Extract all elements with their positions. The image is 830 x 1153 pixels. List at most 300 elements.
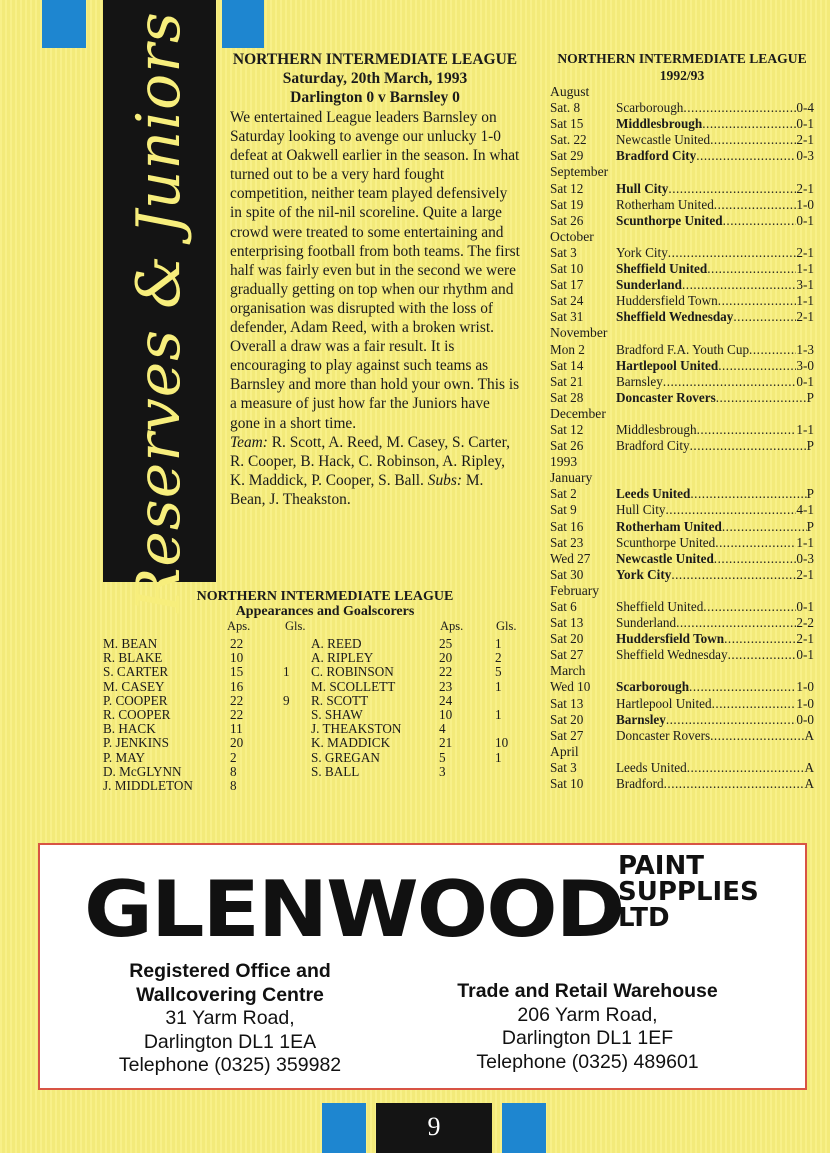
fixture-row	[550, 599, 814, 615]
fixture-detail	[616, 374, 814, 390]
fixture-opponent: Doncaster Rovers	[616, 389, 716, 405]
warehouse-phone: Telephone (0325) 489601	[476, 1050, 699, 1073]
office-phone: Telephone (0325) 359982	[118, 1054, 342, 1076]
fixtures-list	[550, 84, 814, 792]
gls-header-left: Gls.	[285, 619, 306, 633]
gls-header-right: Gls.	[496, 619, 517, 633]
fixture-detail	[616, 615, 814, 631]
player-name: C. ROBINSON	[311, 664, 394, 680]
fixture-date: Sat 26	[550, 438, 584, 454]
fixture-result: 0-1	[796, 116, 814, 132]
fixture-detail	[616, 696, 814, 712]
player-name: P. JENKINS	[103, 735, 169, 751]
fixture-result: 1-3	[796, 341, 814, 357]
fixture-leader	[671, 567, 796, 583]
section-banner	[103, 0, 216, 613]
fixture-leader	[676, 615, 796, 631]
fixture-opponent: Hartlepool United	[616, 357, 719, 373]
fixture-row	[550, 309, 814, 325]
fixture-date: Sat 13	[550, 615, 584, 631]
tagline-paint: PAINT	[618, 851, 704, 881]
fixture-row	[550, 342, 814, 358]
player-apps: 4	[439, 721, 446, 737]
player-row	[103, 722, 290, 736]
fixture-month: October	[550, 228, 594, 244]
fixture-detail	[616, 535, 814, 551]
fixture-result: 2-2	[796, 615, 814, 631]
report-team-line	[230, 433, 520, 509]
fixture-opponent: Sunderland	[616, 615, 677, 631]
fixture-date: Sat 12	[550, 180, 584, 196]
fixture-row	[550, 422, 814, 438]
fixture-result: 2-1	[796, 309, 814, 325]
report-result: Darlington 0 v Barnsley 0	[290, 89, 460, 106]
fixture-opponent: Bradford City	[616, 438, 690, 454]
top-mid-blue-block	[222, 0, 264, 48]
player-row	[103, 651, 290, 665]
fixture-result: P	[806, 438, 814, 454]
fixture-detail	[616, 342, 814, 358]
player-apps: 22	[439, 664, 453, 680]
fixture-result: 0-4	[796, 100, 814, 116]
player-apps: 11	[230, 721, 243, 737]
fixture-detail	[616, 181, 814, 197]
fixture-opponent: Scarborough	[616, 679, 690, 695]
player-row	[103, 736, 290, 750]
fixture-detail	[616, 148, 814, 164]
fixture-date: Mon 2	[550, 341, 585, 357]
fixture-opponent: Bradford F.A. Youth Cup	[616, 341, 750, 357]
fixture-detail	[616, 631, 814, 647]
fixture-date: Sat 29	[550, 148, 584, 164]
fixture-date: Sat 9	[550, 502, 577, 518]
fixture-leader	[724, 631, 796, 647]
fixture-opponent: Rotherham United	[616, 196, 714, 212]
player-row	[311, 680, 508, 694]
fixture-detail	[616, 197, 814, 213]
fixture-detail	[616, 438, 814, 454]
office-line-3: 31 Yarm Road,	[165, 1007, 295, 1029]
fixture-detail	[616, 213, 814, 229]
fixture-detail	[616, 358, 814, 374]
bottom-right-blue-block	[502, 1103, 546, 1153]
fixture-leader	[703, 599, 796, 615]
fixture-opponent: Scarborough	[616, 100, 684, 116]
player-name: A. REED	[311, 636, 362, 651]
player-row	[311, 694, 508, 708]
fixture-leader	[664, 776, 805, 792]
bottom-left-blue-block	[322, 1103, 366, 1153]
fixture-row	[550, 776, 814, 792]
fixture-leader	[707, 261, 796, 277]
fixture-month: February	[550, 582, 600, 598]
player-apps: 25	[439, 636, 453, 651]
fixture-result: P	[806, 486, 814, 502]
glenwood-logo: GLENWOOD	[84, 864, 624, 955]
player-row	[311, 765, 508, 779]
fixture-opponent: Sheffield Wednesday	[616, 309, 734, 325]
player-apps: 21	[439, 735, 453, 751]
fixture-leader	[723, 213, 797, 229]
fixture-detail	[616, 486, 814, 502]
player-name: D. McGLYNN	[103, 763, 182, 779]
player-apps: 8	[230, 778, 237, 794]
apps-left-column	[103, 637, 290, 793]
fixtures-season: 1992/93	[659, 68, 705, 83]
fixture-result: 1-1	[796, 293, 814, 309]
warehouse-line-1: Trade and Retail Warehouse	[457, 980, 718, 1002]
fixture-leader	[718, 358, 796, 374]
player-apps: 16	[230, 678, 244, 694]
fixture-row	[550, 760, 814, 776]
fixture-date: Sat 13	[550, 695, 584, 711]
fixture-date: Sat 10	[550, 776, 584, 792]
player-name: M. SCOLLETT	[311, 678, 396, 694]
fixtures-panel	[550, 50, 814, 792]
player-apps: 24	[439, 692, 453, 708]
player-row	[311, 665, 508, 679]
fixture-detail	[616, 728, 814, 744]
fixture-date: Sat 30	[550, 566, 584, 582]
fixture-detail	[616, 245, 814, 261]
player-row	[103, 765, 290, 779]
fixture-leader	[663, 374, 797, 390]
office-line-4: Darlington DL1 1EA	[143, 1030, 317, 1053]
fixture-row	[550, 390, 814, 406]
fixture-result: 0-3	[796, 550, 814, 566]
fixture-result: 4-1	[796, 502, 814, 518]
fixture-detail	[616, 776, 814, 792]
fixture-row	[550, 567, 814, 583]
fixture-date: Sat 31	[550, 309, 584, 325]
fixture-row	[550, 647, 814, 663]
apps-right-column	[311, 637, 508, 779]
tagline-ltd: LTD	[618, 903, 670, 933]
fixture-detail	[616, 712, 814, 728]
warehouse-line-2: 206 Yarm Road,	[517, 1003, 658, 1026]
fixture-opponent: Hull City	[616, 180, 669, 196]
fixture-detail	[616, 309, 814, 325]
fixture-opponent: Bradford City	[616, 148, 697, 164]
fixture-row	[550, 551, 814, 567]
fixture-opponent: Sunderland	[616, 277, 682, 293]
fixture-row	[550, 728, 814, 744]
apps-league-heading: NORTHERN INTERMEDIATE LEAGUE	[196, 589, 454, 604]
fixture-result: 0-1	[796, 599, 814, 614]
fixture-date: Sat 3	[550, 759, 577, 775]
fixture-leader	[728, 647, 797, 663]
fixture-date: Sat 20	[550, 711, 584, 727]
player-row	[311, 637, 508, 651]
fixture-opponent: Middlesbrough	[616, 421, 697, 437]
player-goals: 1	[495, 678, 502, 694]
fixture-row	[550, 197, 814, 213]
player-name: R. COOPER	[103, 707, 171, 723]
match-report	[230, 50, 520, 509]
fixture-date: Sat 2	[550, 486, 577, 502]
fixture-detail	[616, 760, 814, 776]
fixture-opponent: Sheffield United	[616, 599, 704, 614]
fixture-detail	[616, 261, 814, 277]
apps-header-left: Aps.	[227, 619, 251, 633]
fixture-result: 2-1	[796, 132, 814, 148]
player-apps: 20	[439, 650, 453, 666]
fixture-leader	[668, 181, 796, 197]
fixture-date: Sat 6	[550, 599, 577, 614]
player-name: S. CARTER	[103, 664, 169, 680]
fixture-opponent: Sheffield United	[616, 261, 708, 277]
fixture-detail	[616, 519, 814, 535]
fixture-result: 2-1	[796, 180, 814, 196]
player-goals: 10	[495, 735, 509, 751]
fixture-detail	[616, 116, 814, 132]
fixture-detail	[616, 599, 814, 615]
fixture-row	[550, 358, 814, 374]
team-list: R. Scott, A. Reed, M. Casey, S. Carter, R. Cooper, B. Hack, C. Robinson, A. Ripley, K. Maddick, P. Cooper, S. Ball.	[230, 433, 510, 489]
office-line-1: Registered Office and	[129, 960, 331, 982]
fixture-detail	[616, 679, 814, 695]
player-row	[103, 751, 290, 765]
fixture-row	[550, 293, 814, 309]
player-goals: 5	[495, 664, 502, 680]
fixture-opponent: Leeds United	[616, 486, 691, 502]
appearances-table	[100, 589, 530, 799]
subs-list: M. Bean, J. Theakston.	[230, 471, 484, 508]
player-name: S. SHAW	[311, 707, 363, 723]
fixture-opponent: Barnsley	[616, 711, 666, 727]
player-goals: 9	[283, 692, 290, 708]
fixture-leader	[712, 696, 797, 712]
fixture-result: 2-1	[796, 244, 814, 260]
fixture-date: Sat 21	[550, 373, 584, 389]
fixture-row	[550, 696, 814, 712]
fixture-row	[550, 277, 814, 293]
player-name: M. BEAN	[103, 636, 158, 651]
player-apps: 15	[230, 664, 244, 680]
apps-header-right: Aps.	[440, 619, 464, 633]
warehouse-address	[440, 980, 735, 1074]
fixture-row	[550, 615, 814, 631]
fixture-date: Sat 20	[550, 631, 584, 647]
fixture-date: Sat 23	[550, 534, 584, 550]
fixture-leader	[687, 760, 805, 776]
fixture-opponent: Hull City	[616, 502, 666, 518]
fixture-opponent: Doncaster Rovers	[616, 727, 711, 743]
fixture-leader	[716, 390, 807, 406]
fixture-date: Sat 16	[550, 518, 584, 534]
fixture-result: 0-1	[796, 647, 814, 663]
fixture-result: 1-0	[796, 196, 814, 212]
player-apps: 3	[439, 763, 446, 779]
fixture-result: 0-3	[796, 148, 814, 164]
player-name: S. GREGAN	[311, 749, 380, 765]
fixture-detail	[616, 390, 814, 406]
fixture-date: Sat 15	[550, 116, 584, 132]
fixture-date: Sat. 22	[550, 132, 587, 148]
fixture-result: A	[804, 759, 814, 775]
fixture-leader	[702, 116, 796, 132]
fixture-month: September	[550, 164, 609, 180]
fixture-date: Sat 27	[550, 727, 584, 743]
fixture-date: Sat 3	[550, 244, 577, 260]
fixture-result: 2-1	[796, 631, 814, 647]
fixture-leader	[714, 197, 797, 213]
fixture-opponent: Newcastle United	[616, 132, 711, 148]
tagline-supplies: SUPPLIES	[618, 877, 759, 907]
player-name: J. THEAKSTON	[311, 721, 402, 737]
fixture-opponent: Sheffield Wednesday	[616, 647, 728, 663]
fixture-detail	[616, 551, 814, 567]
fixture-opponent: Huddersfield Town	[616, 293, 718, 309]
subs-label: Subs:	[427, 471, 462, 489]
fixture-result: 2-1	[796, 566, 814, 582]
office-address	[100, 960, 360, 1078]
fixture-row	[550, 535, 814, 551]
fixture-month: December	[550, 405, 606, 421]
glenwood-advert	[38, 843, 807, 1090]
fixture-result: 1-1	[796, 534, 814, 550]
player-apps: 22	[230, 692, 244, 708]
fixture-row	[550, 148, 814, 164]
fixture-detail	[616, 422, 814, 438]
fixture-row	[550, 486, 814, 502]
fixture-leader	[749, 342, 796, 358]
fixture-date: Wed 10	[550, 679, 591, 695]
fixture-leader	[714, 551, 797, 567]
player-row	[311, 736, 508, 750]
fixture-detail	[616, 647, 814, 663]
player-name: M. CASEY	[103, 678, 165, 694]
player-goals: 1	[283, 664, 290, 680]
fixture-date: Sat 28	[550, 389, 584, 405]
player-row	[311, 722, 508, 736]
player-apps: 22	[230, 636, 244, 651]
player-name: B. HACK	[103, 721, 156, 737]
fixture-opponent: York City	[616, 244, 668, 260]
page-number: 9	[376, 1103, 492, 1153]
fixture-result: 0-0	[796, 711, 814, 727]
fixture-row	[550, 502, 814, 518]
player-apps: 20	[230, 735, 244, 751]
fixture-row	[550, 100, 814, 116]
fixture-date: Sat 26	[550, 212, 584, 228]
fixture-row	[550, 712, 814, 728]
player-row	[311, 651, 508, 665]
report-date: Saturday, 20th March, 1993	[282, 70, 468, 87]
fixture-date: Wed 27	[550, 550, 591, 566]
fixture-opponent: Huddersfield Town	[616, 631, 725, 647]
ad-tagline	[618, 853, 759, 931]
fixture-date: Sat 27	[550, 647, 584, 663]
fixture-leader	[696, 148, 796, 164]
fixture-leader	[690, 438, 807, 454]
fixture-result: A	[804, 776, 814, 792]
fixture-row	[550, 132, 814, 148]
fixture-row	[550, 519, 814, 535]
player-goals: 2	[495, 650, 502, 666]
fixture-row	[550, 213, 814, 229]
player-apps: 2	[230, 749, 237, 765]
fixture-leader	[710, 132, 796, 148]
fixture-opponent: Middlesbrough	[616, 116, 703, 132]
player-row	[103, 779, 290, 793]
fixture-month: January	[550, 470, 593, 486]
player-name: R. SCOTT	[311, 692, 369, 708]
player-name: K. MADDICK	[311, 735, 391, 751]
player-row	[103, 665, 290, 679]
player-goals: 1	[495, 707, 502, 723]
fixture-row	[550, 438, 814, 454]
fixture-leader	[718, 293, 797, 309]
fixture-result: P	[806, 518, 814, 534]
report-body: We entertained League leaders Barnsley on Saturday looking to avenge our unlucky 1-0 defeat at Oakwell earlier in the season. In what turned out to be a very hard fought competition, neither team played defensively in spite of the nil-nil scoreline. Quite a large crowd were treated to some entertaining and enterprising football from both teams. The first half was fairly even but in the second we were gradually getting on top when our rhythm and organisation was disrupted with the loss of defender, Adam Reed, with a broken wrist. Overall a draw was a fair result. It is encouraging to play against such teams as Barnsley and more than hold your own. This is a measure of just how far the Juniors have gone in a short time.	[230, 109, 520, 432]
fixture-leader	[683, 100, 796, 116]
fixture-result: 0-1	[796, 212, 814, 228]
fixture-result: 0-1	[796, 373, 814, 389]
player-name: P. MAY	[103, 749, 146, 765]
fixture-result: A	[804, 727, 814, 743]
fixture-detail	[616, 277, 814, 293]
apps-subtitle: Appearances and Goalscorers	[235, 604, 415, 619]
player-apps: 10	[439, 707, 453, 723]
fixture-leader	[689, 679, 796, 695]
fixture-detail	[616, 132, 814, 148]
player-apps: 5	[439, 749, 446, 765]
fixture-result: 1-1	[796, 421, 814, 437]
player-goals: 1	[495, 749, 502, 765]
fixture-leader	[690, 486, 806, 502]
fixture-detail	[616, 293, 814, 309]
player-row	[103, 637, 290, 651]
fixture-date: Sat 14	[550, 357, 584, 373]
fixture-detail	[616, 502, 814, 518]
fixture-date: Sat 10	[550, 261, 584, 277]
fixture-month: 1993	[550, 454, 578, 470]
fixture-row	[550, 116, 814, 132]
fixture-opponent: Leeds United	[616, 759, 687, 775]
player-row	[103, 680, 290, 694]
warehouse-line-3: Darlington DL1 1EF	[501, 1027, 674, 1049]
fixture-opponent: Scunthorpe United	[616, 534, 716, 550]
fixture-row	[550, 261, 814, 277]
fixture-leader	[697, 422, 797, 438]
player-apps: 22	[230, 707, 244, 723]
fixture-date: Sat 17	[550, 277, 584, 293]
fixture-result: 1-0	[796, 679, 814, 695]
fixtures-league-heading: NORTHERN INTERMEDIATE LEAGUE	[557, 51, 807, 66]
player-name: A. RIPLEY	[311, 650, 374, 666]
fixture-result: 3-0	[796, 357, 814, 373]
fixture-leader	[733, 309, 796, 325]
report-league-heading: NORTHERN INTERMEDIATE LEAGUE	[232, 51, 518, 68]
fixture-month: March	[550, 663, 586, 679]
player-row	[103, 694, 290, 708]
fixture-opponent: Barnsley	[616, 373, 663, 389]
top-left-blue-block	[42, 0, 86, 48]
fixture-row	[550, 631, 814, 647]
fixture-date: Sat 12	[550, 421, 584, 437]
fixture-row	[550, 374, 814, 390]
fixture-opponent: Bradford	[616, 776, 664, 792]
fixture-row	[550, 181, 814, 197]
banner-title: Reserves & Juniors	[124, 11, 194, 613]
office-line-2: Wallcovering Centre	[136, 983, 324, 1006]
fixture-leader	[668, 245, 797, 261]
fixture-opponent: Scunthorpe United	[616, 212, 723, 228]
fixture-opponent: Newcastle United	[616, 550, 714, 566]
fixture-row	[550, 679, 814, 695]
fixture-leader	[722, 519, 807, 535]
